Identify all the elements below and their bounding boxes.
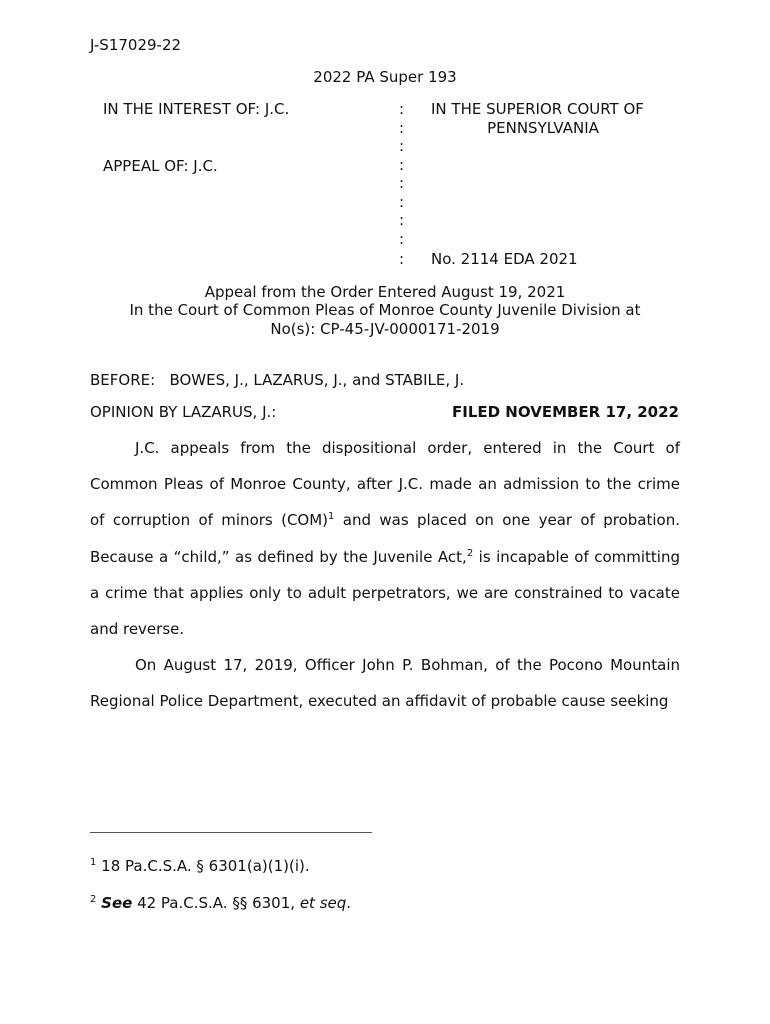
caption-colon: : xyxy=(399,155,405,174)
caption-court: IN THE SUPERIOR COURT OF xyxy=(431,100,644,118)
caption-colon: : xyxy=(399,229,405,248)
appeal-line-2: In the Court of Common Pleas of Monroe County Juvenile Division at xyxy=(129,301,641,319)
footnote-text: 18 Pa.C.S.A. § 6301(a)(1)(i). xyxy=(101,857,310,875)
footnote-ref-2[interactable]: 2 xyxy=(466,547,474,559)
body-paragraph-2 xyxy=(90,647,680,719)
caption-colon: : xyxy=(399,100,405,118)
footnote-etseq: et seq xyxy=(299,894,347,912)
footnote-text: 42 Pa.C.S.A. §§ 6301, xyxy=(132,894,300,912)
citation: 2022 PA Super 193 xyxy=(313,68,457,86)
paragraph-text: On August 17, 2019, Officer John P. Bohman, of the Pocono Mountain Regional Police Department, executed an affidavit of probable cause seeking xyxy=(90,656,680,711)
paragraph-text: is incapable of committing a crime that applies only to adult perpetrators, we are constrained to vacate and reverse. xyxy=(90,547,680,639)
opinion-by: OPINION BY LAZARUS, J.: xyxy=(90,403,277,421)
footnote-period: . xyxy=(346,894,352,912)
docket-code: J-S17029-22 xyxy=(90,36,182,54)
caption-colon: : xyxy=(399,137,405,155)
caption-colon: : xyxy=(399,250,405,268)
caption-colon: : xyxy=(399,174,405,192)
footnote-1 xyxy=(90,857,310,875)
caption-left-interest: IN THE INTEREST OF: J.C. xyxy=(103,100,290,118)
footnote-divider xyxy=(90,832,372,833)
body-paragraph-1 xyxy=(90,430,680,647)
caption-state: PENNSYLVANIA xyxy=(487,119,599,137)
footnote-ref-1[interactable]: 1 xyxy=(328,511,335,523)
footnote-signal: See xyxy=(101,894,133,912)
caption-colon: : xyxy=(399,118,405,137)
paragraph-text: and was placed on one year of probation. Because a “child,” as defined by the Juvenile Act, xyxy=(90,511,680,566)
footnote-2 xyxy=(90,894,351,912)
case-number: No. 2114 EDA 2021 xyxy=(431,250,578,268)
footnote-marker: 1 xyxy=(90,857,97,868)
caption-colon: : xyxy=(399,192,405,211)
caption-colon: : xyxy=(399,211,405,229)
appeal-line-1: Appeal from the Order Entered August 19, 2021 xyxy=(204,283,566,301)
footnote-marker: 2 xyxy=(90,894,97,905)
caption-left-appeal: APPEAL OF: J.C. xyxy=(103,157,218,175)
panel-before: BEFORE: BOWES, J., LAZARUS, J., and STABILE, J. xyxy=(90,371,465,389)
filed-date: FILED NOVEMBER 17, 2022 xyxy=(452,403,679,421)
appeal-line-3: No(s): CP-45-JV-0000171-2019 xyxy=(270,320,500,338)
paragraph-text: J.C. appeals from the dispositional order, entered in the Court of Common Pleas of Monroe County, after J.C. made an admission to the crime of corruption of minors (COM) xyxy=(90,439,680,530)
